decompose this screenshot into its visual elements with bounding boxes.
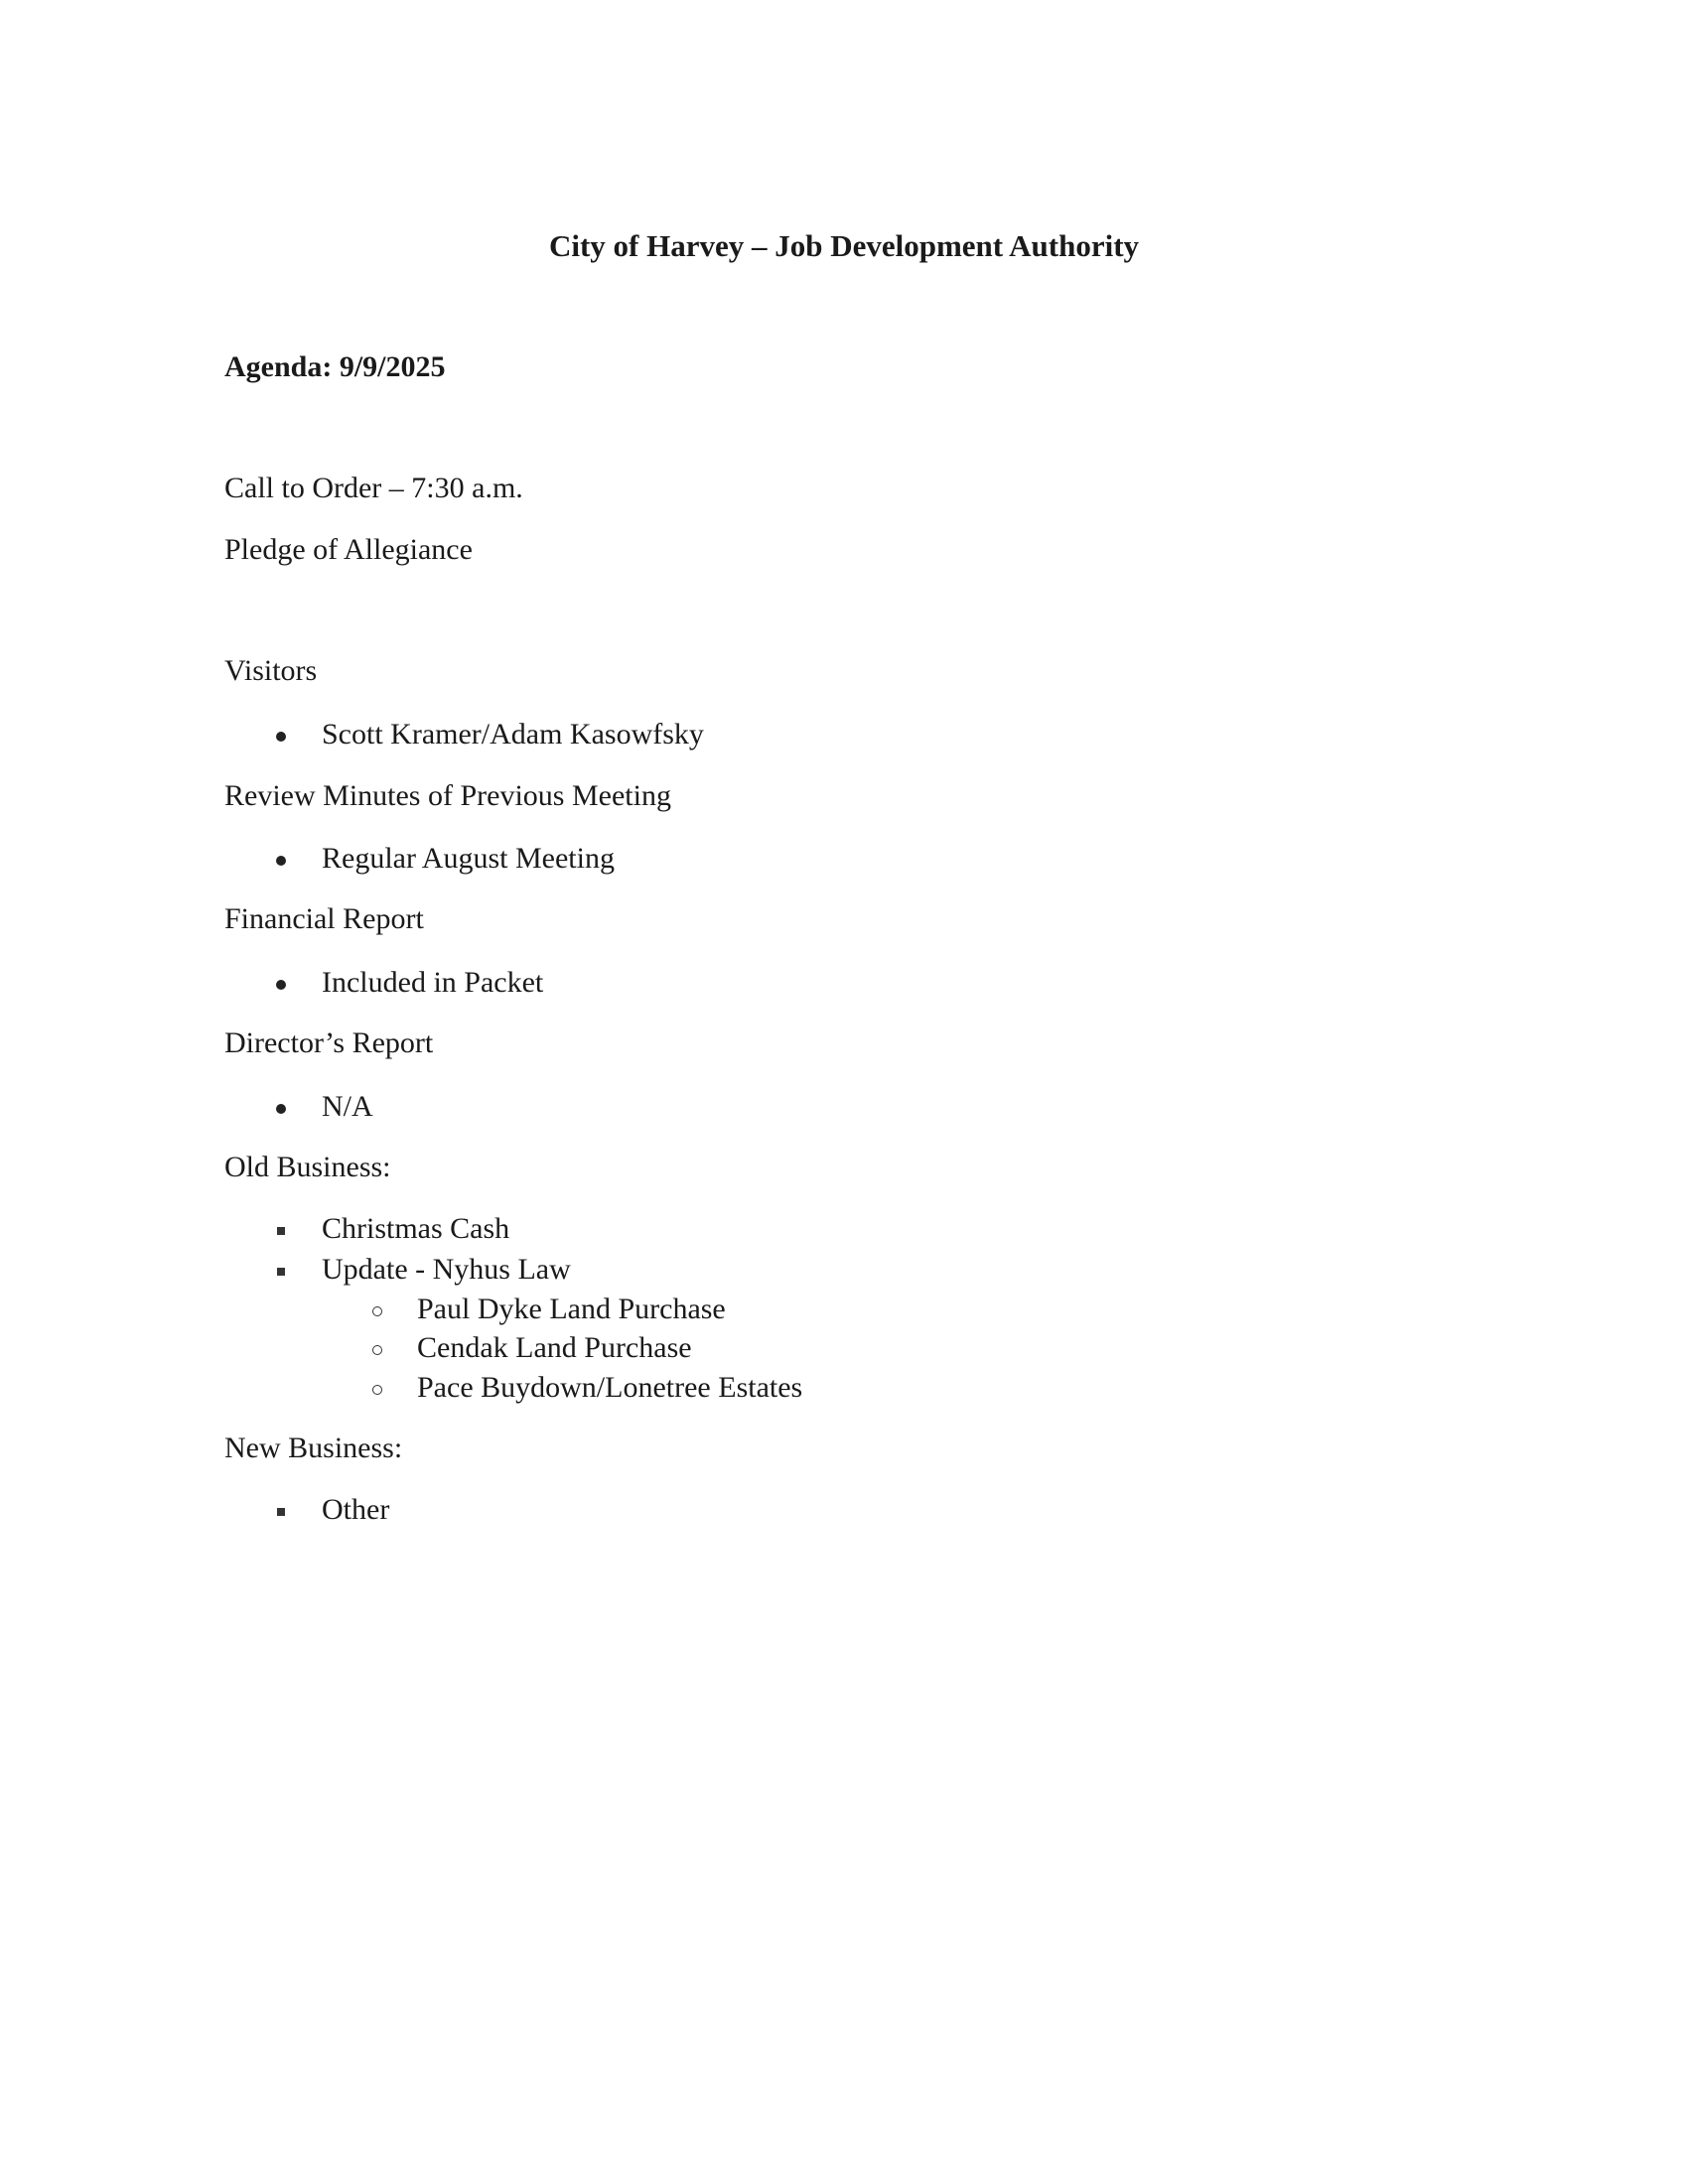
bullet-circle-icon [372,1306,382,1316]
visitors-heading: Visitors [224,654,318,687]
sub-list-item: Paul Dyke Land Purchase [417,1293,726,1325]
list-item: Included in Packet [322,966,544,999]
bullet-dot-icon [276,980,286,990]
list-item: Other [322,1493,390,1526]
call-to-order: Call to Order – 7:30 a.m. [224,472,523,504]
director-heading: Director’s Report [224,1026,434,1059]
list-item: Update - Nyhus Law [322,1253,571,1286]
bullet-dot-icon [276,856,286,866]
bullet-square-icon [277,1508,285,1516]
agenda-date: Agenda: 9/9/2025 [224,350,446,383]
bullet-dot-icon [276,1104,286,1114]
old-business-heading: Old Business: [224,1151,391,1183]
bullet-square [266,1211,296,1247]
list-item: Christmas Cash [322,1212,510,1245]
list-item: N/A [322,1090,373,1123]
bullet-circle-icon [372,1385,382,1395]
document-title: City of Harvey – Job Development Authority [548,228,1140,263]
bullet-dot [266,841,296,877]
bullet-dot-icon [276,732,286,742]
bullet-dot [266,1089,296,1125]
bullet-square-icon [277,1268,285,1276]
sub-list-item: Pace Buydown/Lonetree Estates [417,1371,803,1404]
sub-list-item: Cendak Land Purchase [417,1331,692,1364]
list-item: Scott Kramer/Adam Kasowfsky [322,718,704,751]
bullet-dot [266,717,296,752]
minutes-heading: Review Minutes of Previous Meeting [224,779,671,812]
pledge-of-allegiance: Pledge of Allegiance [224,533,473,566]
bullet-circle [362,1370,392,1406]
bullet-square [266,1492,296,1528]
financial-heading: Financial Report [224,902,424,935]
bullet-circle-icon [372,1345,382,1355]
bullet-dot [266,965,296,1001]
bullet-square [266,1252,296,1288]
bullet-circle [362,1292,392,1327]
bullet-circle [362,1330,392,1366]
new-business-heading: New Business: [224,1432,403,1464]
bullet-square-icon [277,1227,285,1235]
list-item: Regular August Meeting [322,842,615,875]
